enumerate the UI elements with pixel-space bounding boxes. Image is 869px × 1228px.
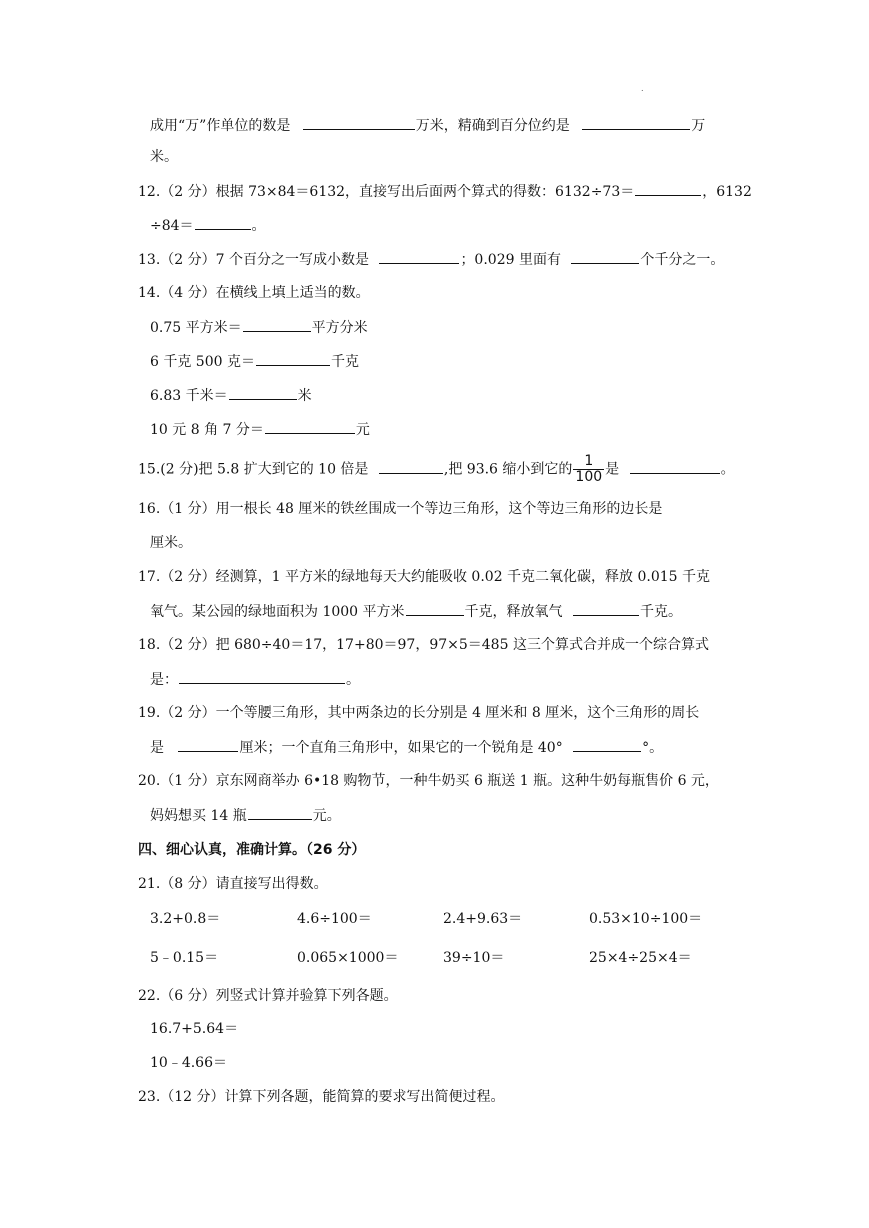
- q17-blank-1[interactable]: [406, 601, 464, 616]
- q14-item-2: 6 千克 500 克＝ 千克: [150, 351, 359, 371]
- q13-blank-1[interactable]: [379, 249, 459, 264]
- q18-line-2: 是： 。: [150, 669, 360, 689]
- q14-line: 14.（4 分）在横线上填上适当的数。: [138, 285, 370, 301]
- q21-item: 0.065×1000＝: [297, 950, 399, 966]
- q19-line-1: 19.（2 分）一个等腰三角形，其中两条边的长分别是 4 厘米和 8 厘米，这个三角形的周长: [138, 705, 700, 721]
- section-4-heading: 四、细心认真，准确计算。（26 分）: [138, 842, 366, 858]
- q21-item: 0.53×10÷100＝: [589, 911, 703, 927]
- q18-line-1: 18.（2 分）把 680÷40＝17，17+80＝97，97×5＝485 这三个算式合并成一个综合算式: [138, 637, 709, 653]
- q17-line-2: 氧气。某公园的绿地面积为 1000 平方米 千克，释放氧气 千克。: [150, 601, 682, 621]
- q11-blank-2[interactable]: [582, 115, 690, 130]
- q17-line-1: 17.（2 分）经测算，1 平方米的绿地每天大约能吸收 0.02 千克二氧化碳，释放 0.015 千克: [138, 569, 711, 585]
- q21-item: 39÷10＝: [443, 950, 505, 966]
- q15-blank-1[interactable]: [379, 459, 443, 474]
- q14-blank-3[interactable]: [229, 385, 297, 400]
- q15-line: 15.(2 分)把 5.8 扩大到它的 10 倍是 ,把 93.6 缩小到它的 $\frac{1}{100}$ 是 。: [138, 453, 735, 485]
- header-dot: .: [641, 84, 644, 93]
- q21-item: 2.4+9.63＝: [443, 911, 523, 927]
- q17-blank-2[interactable]: [573, 601, 639, 616]
- q14-item-4: 10 元 8 角 7 分＝ 元: [150, 419, 370, 439]
- fraction-one-hundredth: $\frac{1}{100}$: [575, 453, 603, 485]
- q11-continuation-end: 米。: [150, 149, 178, 165]
- q18-blank[interactable]: [179, 669, 345, 684]
- q12-line-2: ÷84＝ 。: [150, 215, 266, 235]
- q14-blank-2[interactable]: [256, 351, 330, 366]
- q13-blank-2[interactable]: [571, 249, 639, 264]
- q14-item-1: 0.75 平方米＝ 平方分米: [150, 317, 368, 337]
- q13-line: 13.（2 分）7 个百分之一写成小数是 ；0.029 里面有 个千分之一。: [138, 249, 724, 269]
- q22-line: 22.（6 分）列竖式计算并验算下列各题。: [138, 988, 398, 1004]
- q21-item: 3.2+0.8＝: [150, 911, 221, 927]
- q16-line-2: 厘米。: [150, 535, 192, 551]
- q11-continuation-line: 成用“万”作单位的数是 万米，精确到百分位约是 万: [150, 115, 705, 135]
- q22-item-2: 10﹣4.66＝: [150, 1055, 227, 1071]
- q19-line-2: 是 厘米；一个直角三角形中，如果它的一个锐角是 40° °。: [150, 737, 663, 757]
- q20-line-2: 妈妈想买 14 瓶 元。: [150, 805, 341, 825]
- q12-line-1: 12.（2 分）根据 73×84＝6132，直接写出后面两个算式的得数：6132÷73＝ ，6132: [138, 181, 752, 201]
- q21-item: 5﹣0.15＝: [150, 950, 219, 966]
- q14-blank-1[interactable]: [243, 317, 311, 332]
- q14-blank-4[interactable]: [265, 419, 355, 434]
- q21-item: 25×4÷25×4＝: [589, 950, 692, 966]
- q11-blank-1[interactable]: [303, 115, 415, 130]
- q20-line-1: 20.（1 分）京东网商举办 6•18 购物节，一种牛奶买 6 瓶送 1 瓶。这种牛奶每瓶售价 6 元，: [138, 773, 719, 789]
- q12-blank-1[interactable]: [635, 181, 701, 196]
- q14-item-3: 6.83 千米＝ 米: [150, 385, 312, 405]
- q20-blank[interactable]: [248, 805, 312, 820]
- q15-blank-2[interactable]: [630, 459, 720, 474]
- q19-blank-1[interactable]: [178, 737, 238, 752]
- q21-line: 21.（8 分）请直接写出得数。: [138, 876, 328, 892]
- q21-item: 4.6÷100＝: [297, 911, 372, 927]
- q22-item-1: 16.7+5.64＝: [150, 1021, 239, 1037]
- q23-line: 23.（12 分）计算下列各题，能简算的要求写出简便过程。: [138, 1089, 505, 1105]
- q12-blank-2[interactable]: [195, 215, 251, 230]
- q19-blank-2[interactable]: [573, 737, 641, 752]
- q16-line-1: 16.（1 分）用一根长 48 厘米的铁丝围成一个等边三角形，这个等边三角形的边长是: [138, 501, 663, 517]
